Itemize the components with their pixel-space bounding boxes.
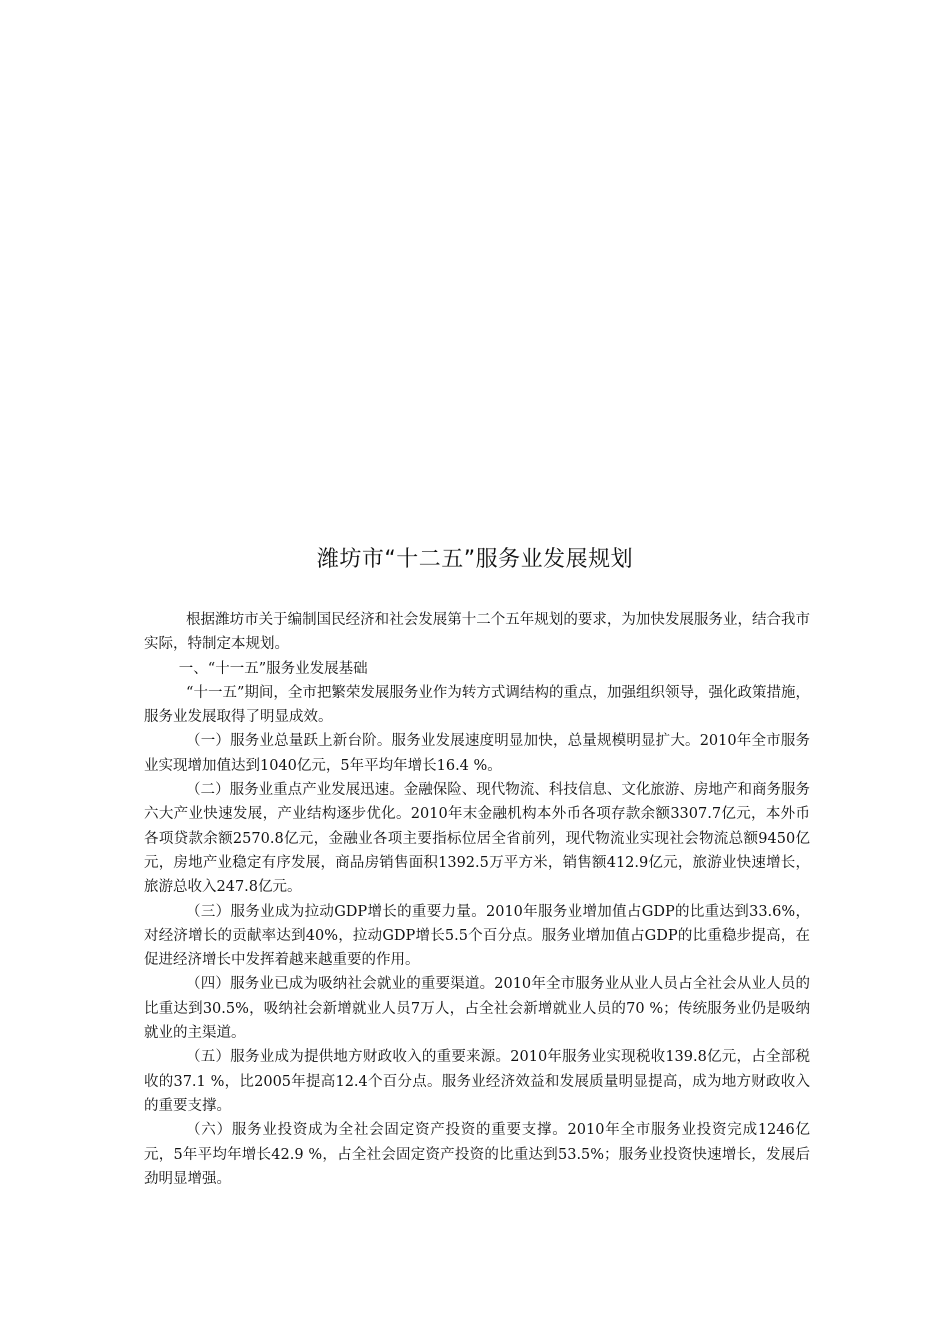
overview-paragraph: “十一五”期间，全市把繁荣发展服务业作为转方式调结构的重点，加强组织领导，强化政策措施，服务业发展取得了明显成效。 bbox=[144, 684, 810, 726]
section-heading: 一、“十一五”服务业发展基础 bbox=[178, 660, 368, 677]
point-5-paragraph: （五）服务业成为提供地方财政收入的重要来源。2010年服务业实现税收139.8亿元，占全部税收的37.1 %，比2005年提高12.4个百分点。服务业经济效益和发展质量明显提高，成为地方财政收入的重要支撑。 bbox=[144, 1049, 810, 1114]
point-4-paragraph: （四）服务业已成为吸纳社会就业的重要渠道。2010年全市服务业从业人员占全社会从业人员的比重达到30.5%，吸纳社会新增就业人员7万人，占全社会新增就业人员的70 %；传统服务业仍是吸纳就业的主渠道。 bbox=[144, 976, 810, 1042]
point-6-paragraph: （六）服务业投资成为全社会固定资产投资的重要支撑。2010年全市服务业投资完成1246亿元，5年平均年增长42.9 %，占全社会固定资产投资的比重达到53.5%；服务业投资快速增长，发展后劲明显增强。 bbox=[144, 1122, 810, 1187]
intro-paragraph: 根据潍坊市关于编制国民经济和社会发展第十二个五年规划的要求，为加快发展服务业，结合我市实际，特制定本规划。 bbox=[144, 612, 810, 653]
document-body bbox=[144, 608, 810, 1191]
document-title: 潍坊市“十二五”服务业发展规划 bbox=[316, 547, 634, 572]
point-3-paragraph: （三）服务业成为拉动GDP增长的重要力量。2010年服务业增加值占GDP的比重达到33.6%，对经济增长的贡献率达到40%，拉动GDP增长5.5个百分点。服务业增加值占GDP的比重稳步提高，在促进经济增长中发挥着越来越重要的作用。 bbox=[144, 903, 810, 969]
point-2-paragraph: （二）服务业重点产业发展迅速。金融保险、现代物流、科技信息、文化旅游、房地产和商务服务六大产业快速发展，产业结构逐步优化。2010年末金融机构本外币各项存款余额3307.7亿元，本外币各项贷款余额2570.8亿元，金融业各项主要指标位居全省前列，现代物流业实现社会物流总额9450亿元，房地产业稳定有序发展，商品房销售面积1392.5万平方米，销售额412.9亿元，旅游业快速增长，旅游总收入247.8亿元。 bbox=[144, 782, 810, 896]
point-1-paragraph: （一）服务业总量跃上新台阶。服务业发展速度明显加快，总量规模明显扩大。2010年全市服务业实现增加值达到1040亿元，5年平均年增长16.4 %。 bbox=[144, 733, 810, 774]
